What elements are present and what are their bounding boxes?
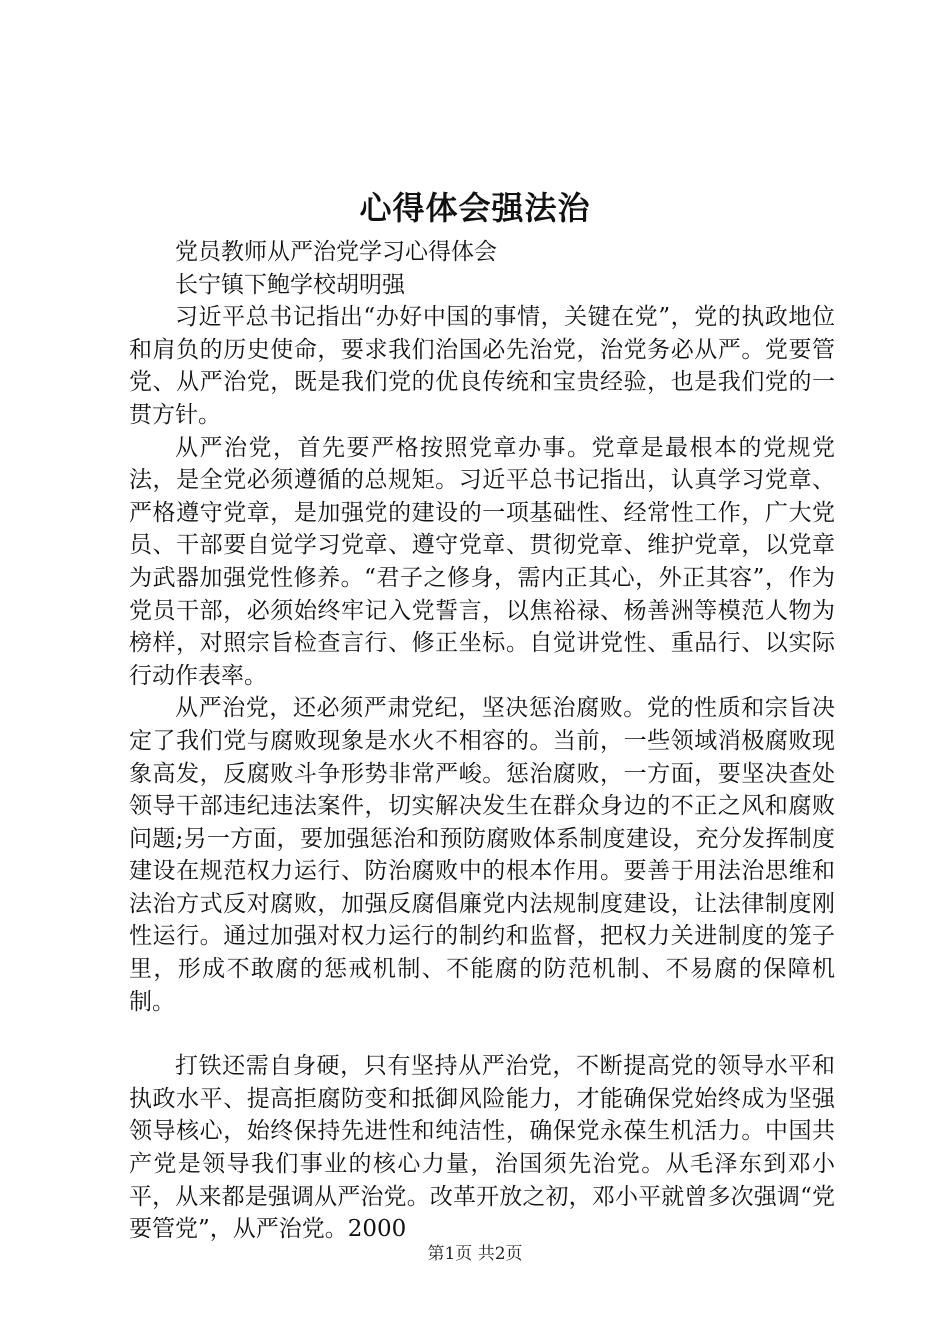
- body-paragraph: 打铁还需自身硬，只有坚持从严治党，不断提高党的领导水平和执政水平、提高拒腐防变和抵御风险能力，才能确保党始终成为坚强领导核心，始终保持先进性和纯洁性，确保党永葆生机活力。中国共产党是领导我们事业的核心力量，治国须先治党。从毛泽东到邓小平，从来都是强调从严治党。改革开放之初，邓小平就曾多次强调“党要管党”，从严治党。2000: [129, 1053, 835, 1243]
- body-paragraph: 从严治党，首先要严格按照党章办事。党章是最根本的党规党法，是全党必须遵循的总规矩。习近平总书记指出，认真学习党章、严格遵守党章，是加强党的建设的一项基础性、经常性工作，广大党员、干部要自觉学习党章、遵守党章、贯彻党章、维护党章，以党章为武器加强党性修养。“君子之修身，需内正其心，外正其容”，作为党员干部，必须始终牢记入党誓言，以焦裕禄、杨善洲等模范人物为榜样，对照宗旨检查言行、修正坐标。自觉讲党性、重品行、以实际行动作表率。: [129, 434, 835, 689]
- body-paragraph: 从严治党，还必须严肃党纪，坚决惩治腐败。党的性质和宗旨决定了我们党与腐败现象是水火不相容的。当前，一些领域消极腐败现象高发，反腐败斗争形势非常严峻。惩治腐败，一方面，要坚决查处领导干部违纪违法案件，切实解决发生在群众身边的不正之风和腐败问题;另一方面，要加强惩治和预防腐败体系制度建设，充分发挥制度建设在规范权力运行、防治腐败中的根本作用。要善于用法治思维和法治方式反对腐败，加强反腐倡廉党内法规制度建设，让法律制度刚性运行。通过加强对权力运行的制约和监督，把权力关进制度的笼子里，形成不敢腐的惩戒机制、不能腐的防范机制、不易腐的保障机制。: [129, 695, 835, 1015]
- document-title: 心得体会强法治: [359, 189, 591, 227]
- body-paragraph: 习近平总书记指出“办好中国的事情，关键在党”，党的执政地位和肩负的历史使命，要求我们治国必先治党，治党务必从严。党要管党、从严治党，既是我们党的优良传统和宝贵经验，也是我们党的一贯方针。: [129, 304, 835, 428]
- subtitle-paragraph: 党员教师从严治党学习心得体会: [175, 239, 497, 265]
- page-footer: 第1页 共2页: [427, 1244, 523, 1264]
- document-body: [129, 236, 835, 1246]
- author-paragraph: 长宁镇下鲍学校胡明强: [175, 271, 405, 298]
